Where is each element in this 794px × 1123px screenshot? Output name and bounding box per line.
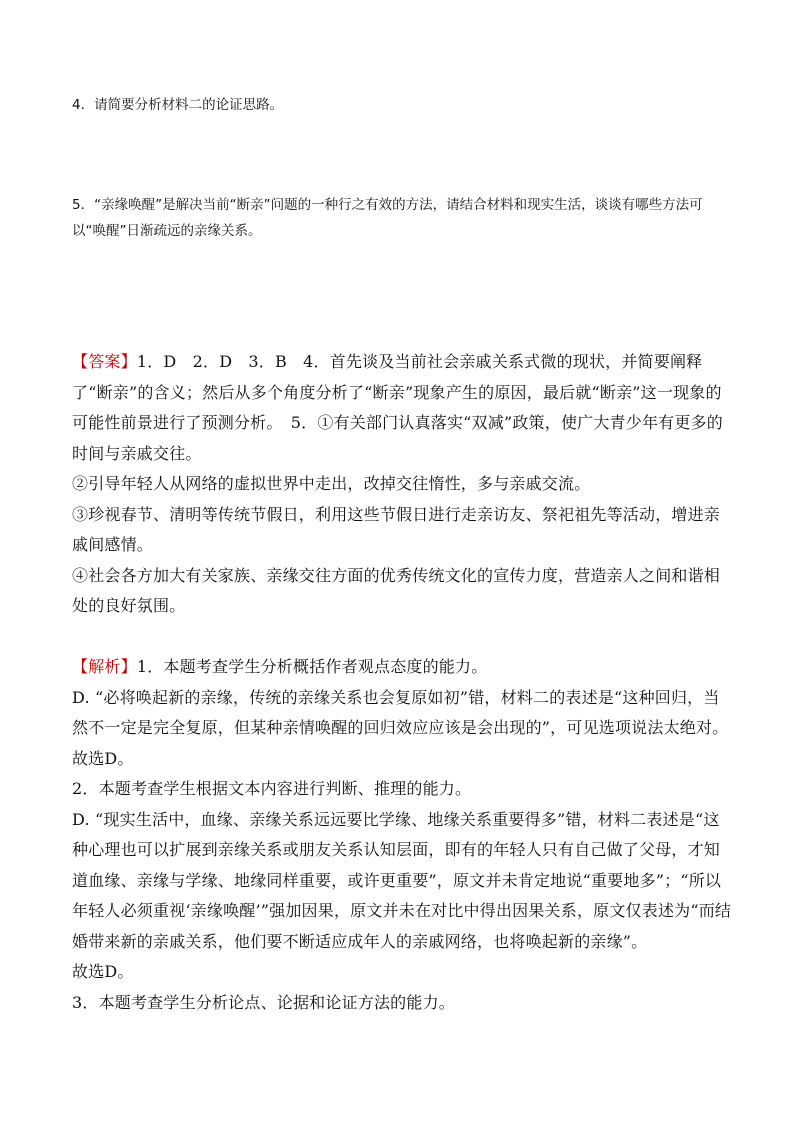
analysis-line-1: 【解析】1．本题考查学生分析概括作者观点态度的能力。: [72, 657, 488, 676]
analysis-tag: 【解析】: [72, 657, 137, 676]
answer-line-2: ②引导年轻人从网络的虚拟世界中走出，改掉交往惰性，多与亲戚交流。: [72, 474, 591, 493]
answer-section: [72, 347, 732, 622]
analysis-line-7: 3．本题考查学生分析论点、论据和论证方法的能力。: [72, 992, 455, 1012]
question-4: 4．请简要分析材料二的论证思路。: [72, 97, 284, 113]
answer-line-3: ③珍视春节、清明等传统节假日，利用这些节假日进行走亲访友、祭祀祖先等活动，增进亲戚间感情。: [72, 504, 721, 554]
analysis-line-4: 2．本题考查学生根据文本内容进行判断、推理的能力。: [72, 779, 472, 798]
analysis-line-5: D. “现实生活中，血缘、亲缘关系远远要比学缘、地缘关系重要得多”错，材料二表述是“这种心理也可以扩展到亲缘关系或朋友关系认知层面，即有的年轻人只有自己做了父母，才知道血缘、亲缘与学缘、地缘同样重要，或许更重要”，原文并未肯定地说“重要地多”；“所以年轻人必须重视‘亲缘唤醒’”强加因果，原文并未在对比中得出因果关系，原文仅表述为“而结婚带来新的亲戚关系，他们要不断适应成年人的亲戚网络，也将唤起新的亲缘”。: [72, 809, 732, 951]
analysis-line-2: D. “必将唤起新的亲缘，传统的亲缘关系也会复原如初”错，材料二的表述是“这种回归，当然不一定是完全复原，但某种亲情唤醒的回归效应应该是会出现的”，可见选项说法太绝对。: [72, 687, 729, 737]
answer-line-1: 【答案】1．D 2．D 3．B 4．首先谈及当前社会亲戚关系式微的现状，并简要阐释了“断亲”的含义；然后从多个角度分析了“断亲”现象产生的原因，最后就“断亲”这一现象的可能性前景进行了预测分析。 5．①有关部门认真落实“双减”政策，使广大青少年有更多的时间与亲戚交往。: [72, 352, 723, 463]
answer-tag: 【答案】: [72, 352, 137, 371]
analysis-line-3: 故选D。: [72, 748, 134, 768]
answer-line-4: ④社会各方加大有关家族、亲缘交往方面的优秀传统文化的宣传力度，营造亲人之间和谐相处的良好氛围。: [72, 565, 721, 615]
analysis-line-6: 故选D。: [72, 962, 134, 981]
analysis-section: [72, 652, 732, 1018]
question-5: 5．“亲缘唤醒”是解决当前“断亲”问题的一种行之有效的方法，请结合材料和现实生活，谈谈有哪些方法可以“唤醒”日渐疏远的亲缘关系。: [72, 197, 703, 239]
